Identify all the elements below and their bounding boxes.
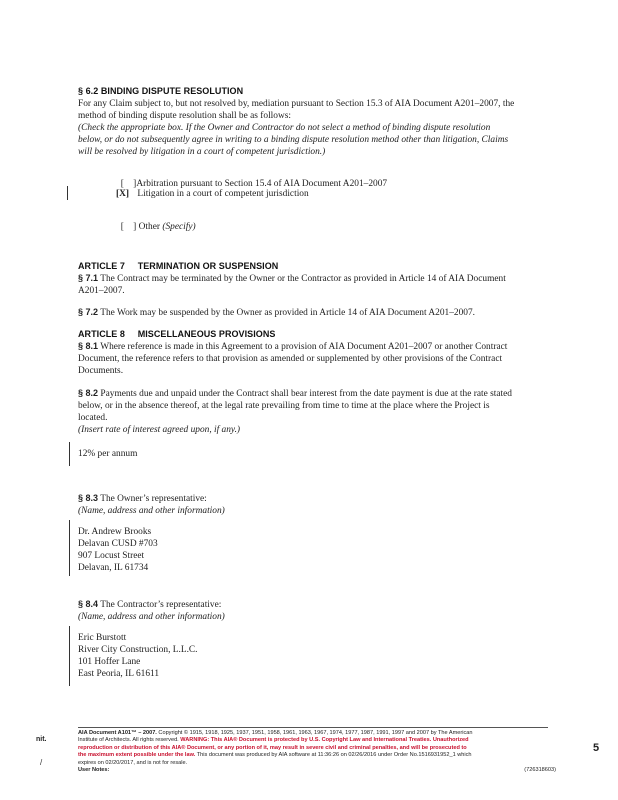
text-line: Where reference is made in this Agreement to a provision of AIA Document A201–2007 or another Contract xyxy=(100,342,508,352)
text-line: Payments due and unpaid under the Contract shall bear interest from the date payment is due at the rate stated xyxy=(100,389,512,399)
owner-representative-field[interactable] xyxy=(78,526,158,574)
margin-mark: / xyxy=(40,758,43,767)
footer-notice xyxy=(78,730,556,774)
text-line: The Work may be suspended by the Owner as provided in Article 14 of AIA Document A201–2007. xyxy=(100,308,475,318)
footer-warning: WARNING: This AIA® Document is protected by U.S. Copyright Law and International Treaties. Unauthorized xyxy=(178,737,469,744)
section-number: § 7.2 xyxy=(78,307,99,317)
section-title: BINDING DISPUTE RESOLUTION xyxy=(100,86,244,96)
article-8-heading: ARTICLE 8 MISCELLANEOUS PROVISIONS xyxy=(78,329,276,339)
footer-production: This document was produced by AIA software at 11:36:26 on 02/26/2016 under Order No.1516931952_1 which xyxy=(195,752,472,759)
text-line: The Contract may be terminated by the Owner or the Contractor as provided in Article 14 of AIA Document xyxy=(100,274,506,284)
instruction-line: (Name, address and other information) xyxy=(78,506,225,516)
option-label: Other xyxy=(138,222,161,232)
text-line: method of binding dispute resolution shall be as follows: xyxy=(78,111,291,121)
checkbox-other[interactable]: [ ] xyxy=(120,222,137,232)
option-litigation xyxy=(116,188,309,200)
field-border xyxy=(69,442,70,466)
margin-text: nit. xyxy=(36,736,47,743)
section-6-2-heading xyxy=(78,86,243,96)
revision-bar xyxy=(67,186,68,200)
owner-rep-org: Delavan CUSD #703 xyxy=(78,539,158,549)
section-number: § 8.4 xyxy=(78,599,99,609)
section-6-2-body xyxy=(78,98,514,158)
text-line: below, or in the absence thereof, at the legal rate prevailing from time to time at the place where the Project is xyxy=(78,401,490,411)
contractor-rep-city: East Peoria, IL 61611 xyxy=(78,669,160,679)
footer-doc-name: AIA Document A101™ – 2007. xyxy=(78,730,157,736)
field-border xyxy=(69,520,70,576)
contractor-rep-org: River City Construction, L.L.C. xyxy=(78,645,198,655)
option-label: Litigation in a court of competent jurisdiction xyxy=(137,189,309,199)
checkbox-arbitration[interactable]: [ ] xyxy=(120,179,137,189)
footer-copyright: Copyright © 1915, 1918, 1925, 1937, 1951, 1958, 1961, 1963, 1967, 1974, 1977, 1987, 1991, 1997 and 2007 by The American xyxy=(156,730,473,736)
text-line: located. xyxy=(78,413,108,423)
footer-warning: reproduction or distribution of this AIA® Document, or any portion of it, may result in severe civil and criminal penalties, and will be prosecuted to xyxy=(78,744,467,751)
section-number: § 8.2 xyxy=(78,388,99,398)
owner-rep-name: Dr. Andrew Brooks xyxy=(78,527,152,537)
footer-user-notes: User Notes: xyxy=(78,767,110,774)
contractor-representative-field[interactable] xyxy=(78,632,198,680)
footer-rule xyxy=(78,727,548,728)
instruction-line: below, or do not subsequently agree in writing to a binding dispute resolution method other than litigation, Claims xyxy=(78,135,509,145)
instruction-line: (Name, address and other information) xyxy=(78,612,225,622)
section-number: § 8.3 xyxy=(78,493,99,503)
section-8-3 xyxy=(78,492,225,517)
section-8-2 xyxy=(78,387,512,436)
owner-rep-city: Delavan, IL 61734 xyxy=(78,563,149,573)
option-arbitration xyxy=(116,166,387,190)
instruction-line: (Check the appropriate box. If the Owner and Contractor do not select a method of binding dispute resolution xyxy=(78,123,491,133)
checkbox-litigation[interactable]: [X] xyxy=(116,189,130,199)
text-line: For any Claim subject to, but not resolved by, mediation pursuant to Section 15.3 of AIA Document A201–2007, the xyxy=(78,99,515,109)
text-line: The Contractor’s representative: xyxy=(100,600,222,610)
section-number: § 8.1 xyxy=(78,341,99,351)
footer-warning: the maximum extent possible under the law. xyxy=(78,752,196,759)
contractor-rep-name: Eric Burstott xyxy=(78,633,127,643)
option-label: Arbitration pursuant to Section 15.4 of AIA Document A201–2007 xyxy=(136,179,388,189)
option-specify: (Specify) xyxy=(162,222,196,232)
footer-expiry: expires on 02/20/2017, and is not for resale. xyxy=(78,759,188,766)
section-8-4 xyxy=(78,598,225,623)
section-number: § 6.2 xyxy=(78,86,99,96)
text-line: Documents. xyxy=(78,366,124,376)
section-number: § 7.1 xyxy=(78,273,99,283)
article-7-heading: ARTICLE 7 TERMINATION OR SUSPENSION xyxy=(78,261,279,271)
instruction-line: will be resolved by litigation in a court of competent jurisdiction.) xyxy=(78,147,326,157)
page-number: 5 xyxy=(593,742,600,754)
text-line: A201–2007. xyxy=(78,286,125,296)
text-line: The Owner’s representative: xyxy=(100,494,207,504)
text-line: Document, the reference refers to that provision as amended or supplemented by other provisions of the Contract xyxy=(78,354,503,364)
contractor-rep-street: 101 Hoffer Lane xyxy=(78,657,141,667)
footer-reference: (726318603) xyxy=(524,767,556,774)
footer-rights: Institute of Architects. All rights reserved. xyxy=(78,737,179,744)
section-7-2 xyxy=(78,306,475,319)
interest-rate-value[interactable]: 12% per annum xyxy=(78,449,138,459)
owner-rep-street: 907 Locust Street xyxy=(78,551,145,561)
section-7-1 xyxy=(78,272,506,297)
field-border xyxy=(69,626,70,686)
option-other xyxy=(116,209,196,233)
section-8-1 xyxy=(78,340,507,377)
instruction-line: (Insert rate of interest agreed upon, if any.) xyxy=(78,425,241,435)
